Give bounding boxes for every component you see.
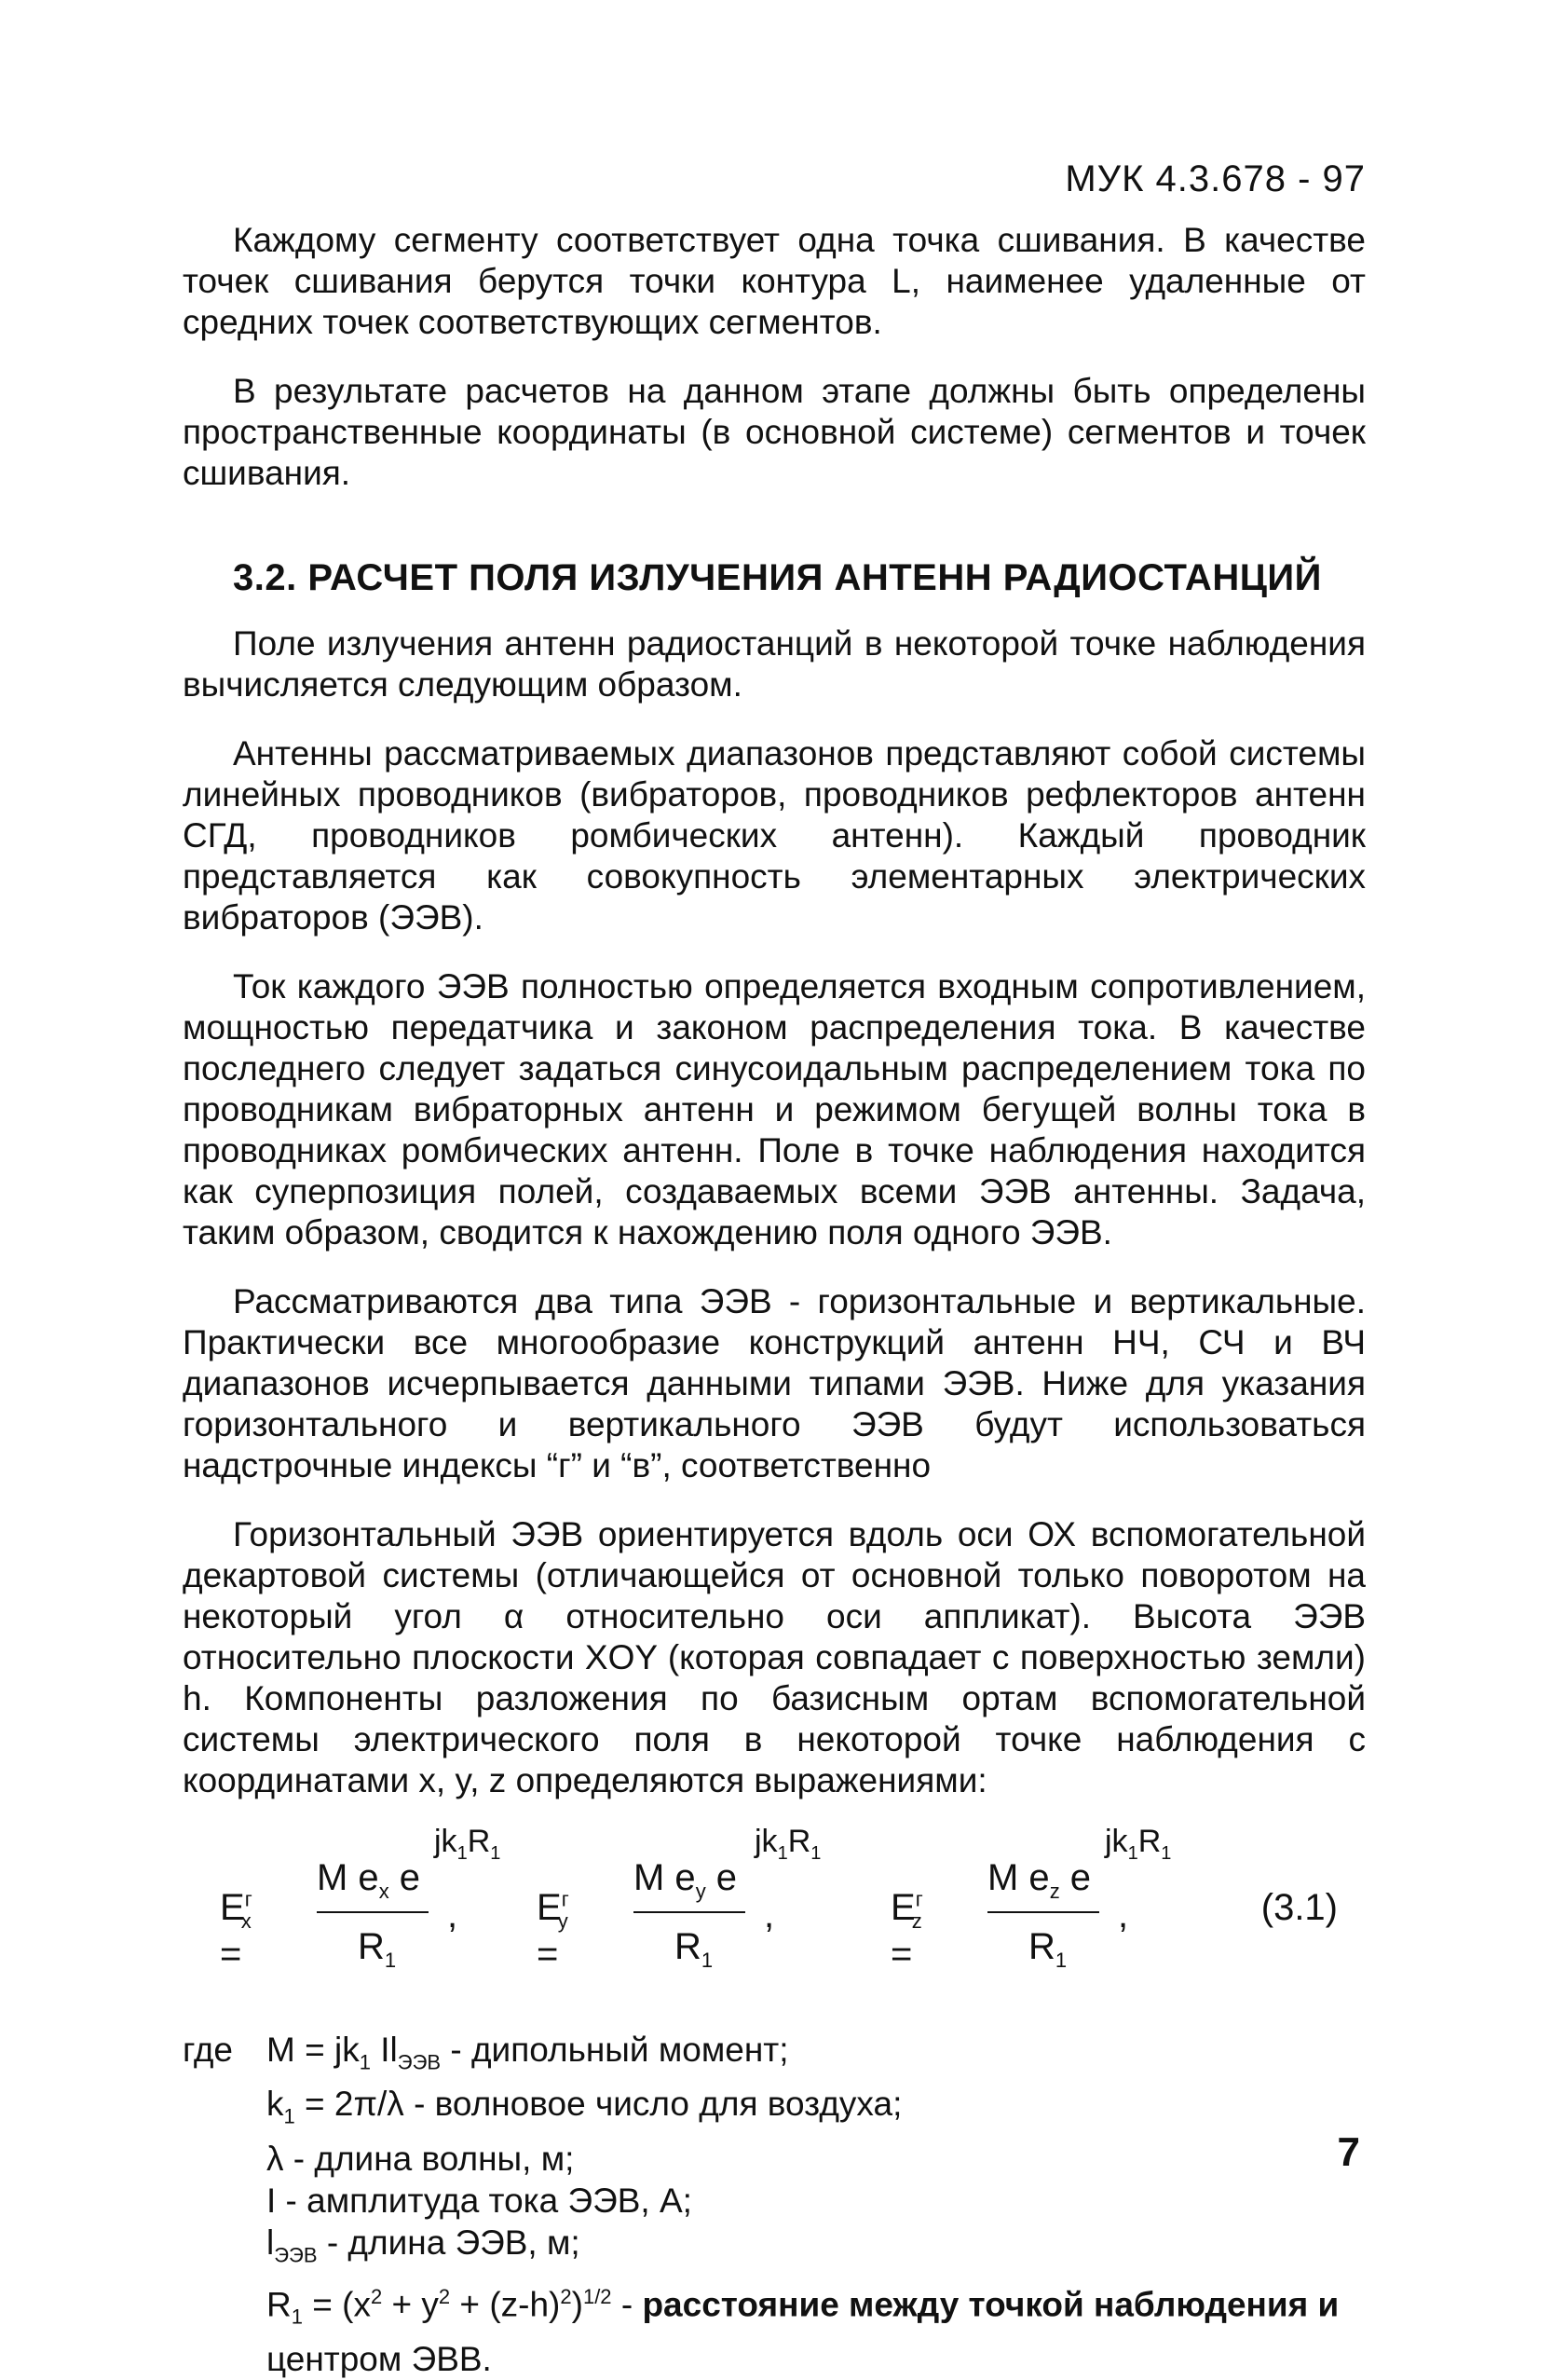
paragraph: Рассматриваются два типа ЭЭВ - горизонтальные и вертикальные. Практически все многообразие конструкций антенн НЧ, СЧ и ВЧ диапазонов исчерпывается данными типами ЭЭВ. Ниже для указания горизонтального и вертикального ЭЭВ будут использоваться надстрочные индексы “г” и “в”, соответственно	[183, 1282, 1366, 1484]
formula-numerator: M $e_y$ e	[633, 1857, 738, 1903]
paragraph: Каждому сегменту соответствует одна точка сшивания. В качестве точек сшивания берутся точки контура L, наименее удаленные от средних точек соответствующих сегментов.	[183, 221, 1366, 341]
legend-line: центром ЭВВ.	[266, 2339, 492, 2378]
formula-denominator: $R_1$	[358, 1926, 397, 1972]
formula-numerator: M $e_z$ e	[987, 1857, 1092, 1903]
fraction-bar	[317, 1911, 429, 1913]
fraction-bar	[987, 1911, 1099, 1913]
page-number: 7	[1337, 2129, 1360, 2175]
paragraph: Поле излучения антенн радиостанций в некоторой точке наблюдения вычисляется следующим образом.	[183, 624, 1366, 704]
formula-denominator: $R_1$	[674, 1926, 714, 1972]
formula-exponent: $jk_1R_1$	[434, 1824, 501, 1864]
legend-line: λ - длина волны, м;	[266, 2139, 575, 2178]
paragraph: Антенны рассматриваемых диапазонов представляют собой системы линейных проводников (вибраторов, проводников рефлекторов антенн СГД, проводников ромбических антенн). Каждый проводник представляется как совокупность элементарных электрических вибраторов (ЭЭВ).	[183, 734, 1366, 937]
formula-3-1: $E^г_x$ = M $e_x$ e $jk_1R_1$ $R_1$ , $E^г_y$ = M $e_y$ e $jk_1R_1$ $R_1$ , $E^г_z$ = M $e_z$ e $jk_1R_1$ $R_1$ , (3.1)	[220, 1824, 1338, 1975]
formula-exponent: $jk_1R_1$	[1105, 1824, 1172, 1864]
formula-numerator: M $e_x$ e	[317, 1857, 421, 1903]
formula-denominator: $R_1$	[1028, 1926, 1068, 1972]
paragraph: Горизонтальный ЭЭВ ориентируется вдоль оси ОХ вспомогательной декартовой системы (отличающейся от основной только поворотом на некоторый угол α относительно оси аппликат). Высота ЭЭВ относительно плоскости XOY (которая совпадает с поверхностью земли) h. Компоненты разложения по базисным ортам вспомогательной системы электрического поля в некоторой точке наблюдения с координатами x, y, z определяются выражениями:	[183, 1515, 1366, 1799]
fraction-bar	[633, 1911, 745, 1913]
legend-line: $R_1 = (x^2 + y^2 + (z-h)^2)^{1/2}$ - расстояние между точкой наблюдения и	[266, 2285, 1340, 2329]
legend-line: $l_{ЭЭВ}$ - длина ЭЭВ, м;	[266, 2223, 580, 2267]
section-title: 3.2. РАСЧЕТ ПОЛЯ ИЗЛУЧЕНИЯ АНТЕНН РАДИОСТАНЦИЙ	[233, 557, 1322, 598]
legend-line: I - амплитуда тока ЭЭВ, А;	[266, 2181, 692, 2220]
formula-exponent: $jk_1R_1$	[755, 1824, 822, 1864]
formula-lhs: $E^г_y$ =	[537, 1887, 569, 1975]
legend-line: $k_1 = 2\pi/\lambda$ - волновое число для воздуха;	[266, 2085, 903, 2128]
legend-line: где $M = jk_1$ $Il_{ЭЭВ}$ - дипольный момент;	[183, 2031, 789, 2074]
paragraph: Ток каждого ЭЭВ полностью определяется входным сопротивлением, мощностью передатчика и законом распределения тока. В качестве последнего следует задаться синусоидальным распределением тока по проводникам вибраторных антенн и режимом бегущей волны тока в проводниках ромбических антенн. Поле в точке наблюдения находится как суперпозиция полей, создаваемых всеми ЭЭВ антенны. Задача, таким образом, сводится к нахождению поля одного ЭЭВ.	[183, 967, 1366, 1252]
equation-number: (3.1)	[1260, 1887, 1338, 1928]
formula-lhs: $E^г_z$ =	[891, 1887, 923, 1975]
formula-legend	[183, 2029, 1366, 2380]
paragraph: В результате расчетов на данном этапе должны быть определены пространственные координаты (в основной системе) сегментов и точек сшивания.	[183, 372, 1366, 492]
page-content	[183, 220, 1366, 2380]
formula-lhs: $E^г_x$ =	[220, 1887, 252, 1975]
document-code-header: МУК 4.3.678 - 97	[1065, 158, 1366, 199]
